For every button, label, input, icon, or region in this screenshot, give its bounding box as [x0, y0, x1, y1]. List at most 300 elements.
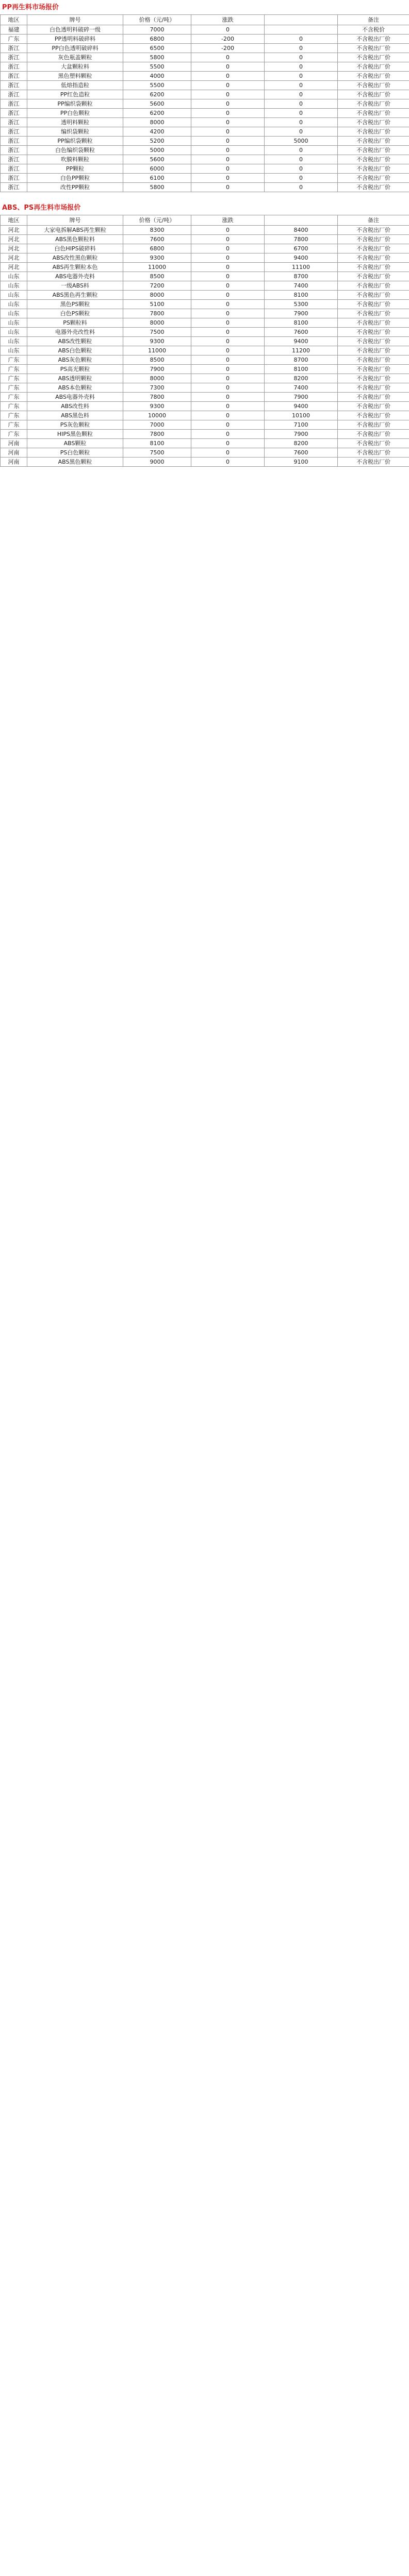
table-cell: 山东 [1, 328, 27, 337]
column-header: 牌号 [27, 215, 123, 226]
section-title: ABS、PS再生料市场报价 [2, 204, 81, 212]
table-cell: 河北 [1, 253, 27, 263]
table-row [1, 226, 409, 235]
price-sections [0, 3, 409, 478]
table-cell: 浙江 [1, 164, 27, 174]
column-header: 地区 [1, 15, 27, 25]
table-cell: 0 [191, 72, 265, 81]
table-cell: 7800 [123, 430, 191, 439]
table-cell: 一级ABS料 [27, 281, 123, 291]
table-row [1, 253, 409, 263]
table-cell: 5000 [123, 146, 191, 155]
table-cell: 不含税出厂价 [338, 118, 409, 127]
table-cell: 河南 [1, 448, 27, 457]
page [0, 0, 409, 478]
table-cell: 7300 [123, 383, 191, 393]
table-row [1, 448, 409, 457]
table-row [1, 318, 409, 328]
table-cell: 0 [265, 109, 338, 118]
table-cell: 不含税出厂价 [338, 137, 409, 146]
table-cell: 7800 [265, 235, 338, 244]
table-cell: 0 [191, 346, 265, 355]
table-cell: 0 [191, 53, 265, 62]
table-row [1, 439, 409, 448]
table-cell: 浙江 [1, 53, 27, 62]
table-cell: -200 [191, 44, 265, 53]
table-cell: 7900 [265, 309, 338, 318]
table-cell: PP编织袋颗粒 [27, 137, 123, 146]
table-cell: PP透明料破碎料 [27, 35, 123, 44]
table-cell: 不含税出厂价 [338, 127, 409, 137]
table-cell: 8000 [123, 374, 191, 383]
table-cell: 11100 [265, 263, 338, 272]
table-cell: PP颗粒 [27, 164, 123, 174]
table-cell: 0 [265, 53, 338, 62]
column-header [265, 15, 338, 25]
table-cell: 0 [191, 328, 265, 337]
table-cell: 山东 [1, 291, 27, 300]
table-cell: 0 [191, 355, 265, 365]
price-table [0, 14, 409, 192]
table-cell: 9300 [123, 253, 191, 263]
table-cell: 灰色瓶盖颗粒 [27, 53, 123, 62]
table-cell: 0 [191, 337, 265, 346]
table-cell: 9300 [123, 337, 191, 346]
table-cell: 7100 [265, 420, 338, 430]
table-row [1, 346, 409, 355]
table-cell: 不含税出厂价 [338, 337, 409, 346]
table-cell: 7600 [265, 328, 338, 337]
table-cell: 不含税出厂价 [338, 35, 409, 44]
table-cell: 浙江 [1, 155, 27, 164]
table-cell: 4000 [123, 72, 191, 81]
table-cell: PS颗粒料 [27, 318, 123, 328]
table-cell: 不含税出厂价 [338, 300, 409, 309]
table-cell: 0 [265, 146, 338, 155]
table-row [1, 174, 409, 183]
table-cell: 山东 [1, 346, 27, 355]
table-row [1, 118, 409, 127]
table-cell: 0 [265, 155, 338, 164]
table-header-row [1, 15, 409, 25]
table-cell: 广东 [1, 383, 27, 393]
table-cell: PP白色颗粒 [27, 109, 123, 118]
table-cell: 8000 [123, 318, 191, 328]
table-cell: 0 [191, 318, 265, 328]
table-cell: 5600 [123, 155, 191, 164]
table-cell: 0 [191, 99, 265, 109]
table-cell: 8500 [123, 272, 191, 281]
table-cell: 0 [191, 183, 265, 192]
column-header: 价格（元/吨） [123, 215, 191, 226]
table-cell: 0 [265, 127, 338, 137]
table-cell: 0 [265, 62, 338, 72]
table-cell: 不含税出厂价 [338, 430, 409, 439]
table-row [1, 44, 409, 53]
table-cell: 不含税出厂价 [338, 44, 409, 53]
table-cell: 0 [191, 226, 265, 235]
table-header-row [1, 215, 409, 226]
column-header: 价格（元/吨） [123, 15, 191, 25]
table-cell: 6200 [123, 109, 191, 118]
table-cell: 河南 [1, 439, 27, 448]
price-table [0, 215, 409, 467]
table-cell: 5000 [265, 137, 338, 146]
table-cell: ABS本色颗粒 [27, 383, 123, 393]
table-cell: 10000 [123, 411, 191, 420]
table-row [1, 374, 409, 383]
table-cell: 不含税出厂价 [338, 448, 409, 457]
table-cell: 河北 [1, 226, 27, 235]
table-row [1, 402, 409, 411]
table-row [1, 244, 409, 253]
table-cell: 广东 [1, 430, 27, 439]
table-cell: 8500 [123, 355, 191, 365]
table-cell: 不含税出厂价 [338, 328, 409, 337]
table-cell: 0 [191, 365, 265, 374]
table-cell: 浙江 [1, 137, 27, 146]
table-cell: 浙江 [1, 90, 27, 99]
section-gap [0, 192, 409, 204]
table-cell: 6200 [123, 90, 191, 99]
table-cell: 0 [191, 420, 265, 430]
table-cell: 6500 [123, 44, 191, 53]
table-cell: 0 [191, 291, 265, 300]
table-cell: 低熔指造粒 [27, 81, 123, 90]
table-cell: ABS改性颗粒 [27, 337, 123, 346]
table-cell: ABS黑色料 [27, 411, 123, 420]
table-cell: 电器外壳改性料 [27, 328, 123, 337]
table-row [1, 25, 409, 35]
table-cell: ABS黑色颗粒 [27, 457, 123, 467]
table-cell: 不含税出厂价 [338, 263, 409, 272]
table-cell: 浙江 [1, 118, 27, 127]
table-row [1, 137, 409, 146]
table-cell: 4200 [123, 127, 191, 137]
table-cell: 0 [191, 155, 265, 164]
table-cell: 5800 [123, 53, 191, 62]
table-row [1, 291, 409, 300]
table-cell: 0 [265, 164, 338, 174]
table-cell: 7200 [123, 281, 191, 291]
table-cell: 9400 [265, 402, 338, 411]
table-cell: 不含税出厂价 [338, 174, 409, 183]
table-cell: PP白色透明破碎料 [27, 44, 123, 53]
table-cell: 不含税出厂价 [338, 183, 409, 192]
table-cell: 0 [265, 99, 338, 109]
column-header [265, 215, 338, 226]
section-gap [0, 467, 409, 478]
table-cell: 广东 [1, 402, 27, 411]
table-cell: 白色HIPS破碎料 [27, 244, 123, 253]
table-cell: 白色PS颗粒 [27, 309, 123, 318]
table-cell: 8100 [265, 318, 338, 328]
table-cell: 7500 [123, 328, 191, 337]
table-cell: 不含税出厂价 [338, 109, 409, 118]
table-row [1, 411, 409, 420]
table-cell: 6000 [123, 164, 191, 174]
table-cell: 浙江 [1, 146, 27, 155]
table-cell: 8700 [265, 355, 338, 365]
column-header: 涨跌 [191, 215, 265, 226]
table-cell: 吹膜料颗粒 [27, 155, 123, 164]
table-cell: 浙江 [1, 99, 27, 109]
table-cell: 0 [191, 235, 265, 244]
table-cell: ABS黑色再生颗粒 [27, 291, 123, 300]
table-cell: 8200 [265, 374, 338, 383]
table-cell: 0 [191, 309, 265, 318]
table-cell: 8100 [265, 365, 338, 374]
table-cell: 白色透明料破碎一级 [27, 25, 123, 35]
table-cell: 山东 [1, 281, 27, 291]
table-cell: ABS黑色颗粒料 [27, 235, 123, 244]
table-row [1, 109, 409, 118]
table-cell: 7000 [123, 25, 191, 35]
table-cell: 0 [265, 90, 338, 99]
table-cell: 山东 [1, 318, 27, 328]
table-cell: 7500 [123, 448, 191, 457]
table-cell: 不含税出厂价 [338, 318, 409, 328]
table-cell: 5500 [123, 62, 191, 72]
table-cell: 7900 [265, 430, 338, 439]
table-row [1, 53, 409, 62]
table-cell: 0 [191, 300, 265, 309]
table-cell: 7000 [123, 420, 191, 430]
table-cell: 浙江 [1, 109, 27, 118]
table-cell: 11000 [123, 263, 191, 272]
table-cell: 7400 [265, 383, 338, 393]
table-cell: ABS灰色颗粒 [27, 355, 123, 365]
table-cell: 7900 [265, 393, 338, 402]
table-cell: 10100 [265, 411, 338, 420]
table-row [1, 420, 409, 430]
table-cell: PP编织袋颗粒 [27, 99, 123, 109]
table-cell: 7900 [123, 365, 191, 374]
table-cell: 浙江 [1, 44, 27, 53]
table-row [1, 430, 409, 439]
table-cell: 0 [191, 253, 265, 263]
table-cell: 广东 [1, 411, 27, 420]
table-cell: 0 [191, 281, 265, 291]
table-cell: 浙江 [1, 81, 27, 90]
table-row [1, 81, 409, 90]
table-cell: 11200 [265, 346, 338, 355]
table-cell: 河南 [1, 457, 27, 467]
table-cell: 河北 [1, 263, 27, 272]
table-row [1, 35, 409, 44]
table-cell: ABS电器外壳料 [27, 393, 123, 402]
column-header: 涨跌 [191, 15, 265, 25]
table-row [1, 393, 409, 402]
table-cell: 7600 [123, 235, 191, 244]
table-cell: 7400 [265, 281, 338, 291]
table-cell: 0 [191, 127, 265, 137]
table-cell: 不含税出厂价 [338, 420, 409, 430]
table-cell: ABS电器外壳料 [27, 272, 123, 281]
table-cell: 不含税出厂价 [338, 346, 409, 355]
table-cell: 不含税出厂价 [338, 253, 409, 263]
table-cell: 0 [191, 90, 265, 99]
table-cell: 不含税出厂价 [338, 457, 409, 467]
table-cell: 不含税出厂价 [338, 365, 409, 374]
table-cell: 大家电拆解ABS再生颗粒 [27, 226, 123, 235]
table-row [1, 127, 409, 137]
table-row [1, 309, 409, 318]
table-cell: 不含税出厂价 [338, 146, 409, 155]
table-cell: 0 [265, 183, 338, 192]
table-row [1, 383, 409, 393]
table-cell: 0 [265, 174, 338, 183]
table-cell: 不含税价 [338, 25, 409, 35]
table-cell: 不含税出厂价 [338, 439, 409, 448]
table-cell: 0 [191, 374, 265, 383]
table-cell: 7800 [123, 393, 191, 402]
table-cell: 河北 [1, 235, 27, 244]
table-cell: 0 [191, 81, 265, 90]
table-row [1, 272, 409, 281]
table-cell: 广东 [1, 374, 27, 383]
table-cell: 8400 [265, 226, 338, 235]
table-cell: 0 [191, 383, 265, 393]
table-cell: 浙江 [1, 62, 27, 72]
table-cell: 8000 [123, 291, 191, 300]
table-cell: 0 [191, 457, 265, 467]
table-cell: ABS透明颗粒 [27, 374, 123, 383]
column-header: 地区 [1, 215, 27, 226]
table-cell: 不含税出厂价 [338, 90, 409, 99]
table-cell: 6800 [123, 244, 191, 253]
table-cell: 黑色PS颗粒 [27, 300, 123, 309]
table-row [1, 328, 409, 337]
column-header: 备注 [338, 215, 409, 226]
table-cell: 0 [191, 25, 265, 35]
table-cell: 不含税出厂价 [338, 355, 409, 365]
table-cell: 浙江 [1, 174, 27, 183]
table-cell: 广东 [1, 365, 27, 374]
table-cell: 8000 [123, 118, 191, 127]
section-title: PP再生料市场报价 [2, 4, 59, 11]
table-cell: 8100 [265, 291, 338, 300]
table-cell: 山东 [1, 300, 27, 309]
table-cell: 0 [191, 244, 265, 253]
table-cell: 9400 [265, 253, 338, 263]
column-header: 牌号 [27, 15, 123, 25]
column-header: 备注 [338, 15, 409, 25]
table-cell: 8300 [123, 226, 191, 235]
table-cell: 11000 [123, 346, 191, 355]
table-cell: 0 [191, 137, 265, 146]
table-cell: 0 [191, 118, 265, 127]
table-cell: 0 [265, 35, 338, 44]
table-cell: 不含税出厂价 [338, 164, 409, 174]
table-row [1, 164, 409, 174]
table-cell: 0 [191, 174, 265, 183]
table-cell: 6800 [123, 35, 191, 44]
table-cell: 山东 [1, 309, 27, 318]
table-row [1, 99, 409, 109]
table-cell: 不含税出厂价 [338, 244, 409, 253]
table-cell: 不含税出厂价 [338, 402, 409, 411]
table-cell: 不含税出厂价 [338, 72, 409, 81]
table-cell: 不含税出厂价 [338, 226, 409, 235]
table-row [1, 155, 409, 164]
table-cell: 不含税出厂价 [338, 291, 409, 300]
table-row [1, 146, 409, 155]
table-cell: 浙江 [1, 127, 27, 137]
table-cell: PS白色颗粒 [27, 448, 123, 457]
table-cell: 9400 [265, 337, 338, 346]
table-cell: 0 [191, 393, 265, 402]
table-cell: PS高光颗粒 [27, 365, 123, 374]
table-cell: 0 [265, 72, 338, 81]
table-cell: 福建 [1, 25, 27, 35]
table-cell: 改性PP颗粒 [27, 183, 123, 192]
table-cell: ABS改性黑色颗粒 [27, 253, 123, 263]
table-cell: 9300 [123, 402, 191, 411]
table-cell: -200 [191, 35, 265, 44]
table-row [1, 90, 409, 99]
table-cell: 不含税出厂价 [338, 235, 409, 244]
table-row [1, 300, 409, 309]
table-cell: 8100 [123, 439, 191, 448]
table-cell: 0 [265, 44, 338, 53]
table-cell: 6100 [123, 174, 191, 183]
table-cell: 0 [191, 62, 265, 72]
table-cell: 山东 [1, 272, 27, 281]
table-cell: 0 [191, 448, 265, 457]
table-cell: 不含税出厂价 [338, 62, 409, 72]
table-cell: 0 [265, 118, 338, 127]
table-cell: 不含税出厂价 [338, 281, 409, 291]
table-cell: 5500 [123, 81, 191, 90]
table-cell: 不含税出厂价 [338, 99, 409, 109]
table-cell: 白色PP颗粒 [27, 174, 123, 183]
table-row [1, 457, 409, 467]
table-cell: 0 [191, 263, 265, 272]
table-cell: 不含税出厂价 [338, 393, 409, 402]
table-cell: 不含税出厂价 [338, 383, 409, 393]
table-cell: ABS白色颗粒 [27, 346, 123, 355]
table-cell: 广东 [1, 393, 27, 402]
table-cell: 0 [191, 164, 265, 174]
table-cell: 不含税出厂价 [338, 374, 409, 383]
table-row [1, 365, 409, 374]
table-cell: ABS再生颗粒本色 [27, 263, 123, 272]
table-cell: ABS改性料 [27, 402, 123, 411]
table-cell: 不含税出厂价 [338, 272, 409, 281]
table-row [1, 183, 409, 192]
table-row [1, 62, 409, 72]
table-row [1, 355, 409, 365]
table-cell: 黑色塑料颗粒 [27, 72, 123, 81]
table-cell: 0 [265, 81, 338, 90]
table-cell: 浙江 [1, 183, 27, 192]
table-row [1, 72, 409, 81]
table-row [1, 235, 409, 244]
table-cell: 不含税出厂价 [338, 53, 409, 62]
table-cell: 5300 [265, 300, 338, 309]
table-cell: 不含税出厂价 [338, 81, 409, 90]
table-row [1, 337, 409, 346]
table-cell: 不含税出厂价 [338, 411, 409, 420]
table-row [1, 281, 409, 291]
table-cell: 8700 [265, 272, 338, 281]
table-cell: 浙江 [1, 72, 27, 81]
table-cell: 5800 [123, 183, 191, 192]
table-cell: 大盆颗粒料 [27, 62, 123, 72]
table-cell: 5200 [123, 137, 191, 146]
table-cell: 6700 [265, 244, 338, 253]
